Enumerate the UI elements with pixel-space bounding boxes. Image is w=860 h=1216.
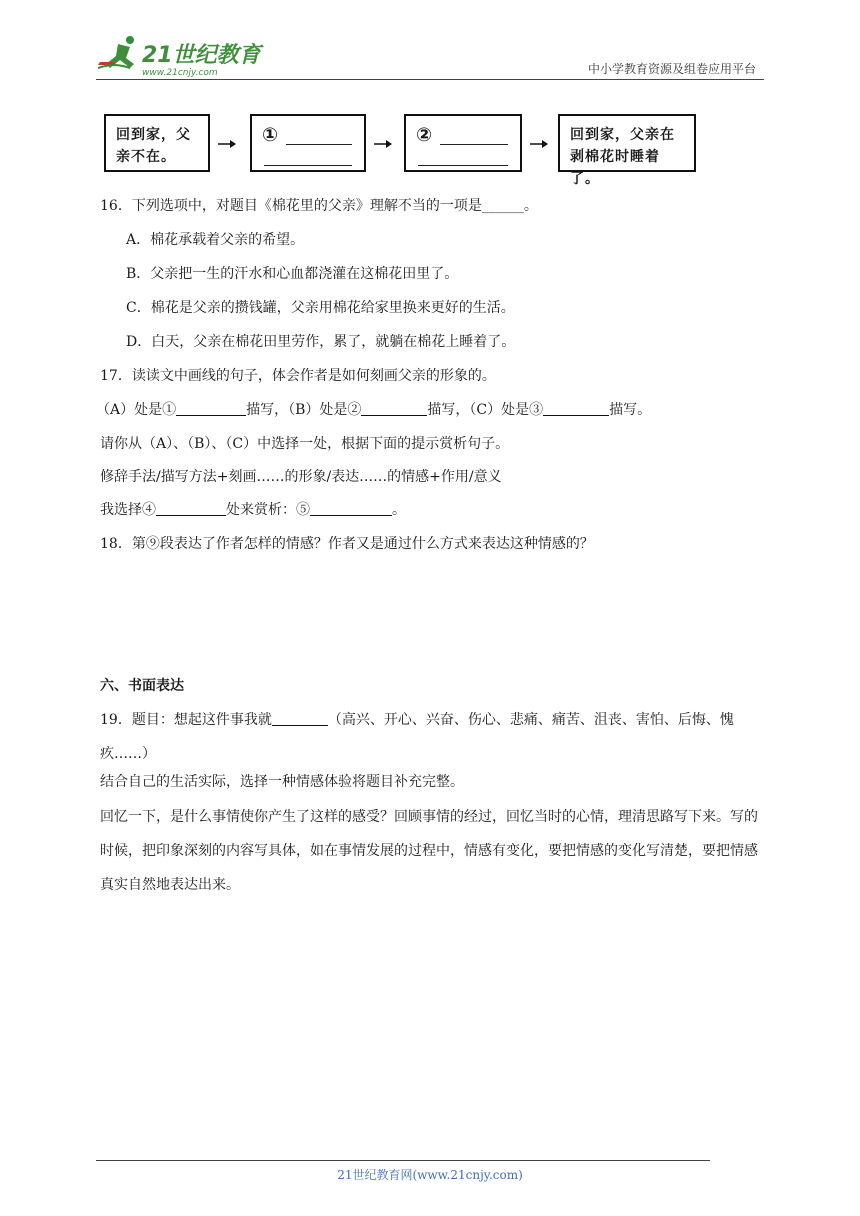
answer-blank-2[interactable] (361, 400, 427, 416)
q19-stem-a: 19．题目：想起这件事我就 (100, 712, 272, 728)
header-rule (96, 79, 764, 80)
q17-text-c: 描写，（C）处是③ (427, 402, 544, 418)
section-title: 六、书面表达 (100, 678, 184, 694)
q16-option-b[interactable]: B．父亲把一生的汗水和心血都浇灌在这棉花田里了。 (126, 266, 459, 282)
arrow-right-icon (218, 140, 236, 148)
q16-option-a[interactable]: A．棉花承载着父亲的希望。 (126, 232, 305, 248)
footer-link[interactable]: 21世纪教育网(www.21cnjy.com) (337, 1168, 523, 1182)
q18-stem: 18．第⑨段表达了作者怎样的情感？作者又是通过什么方式来表达这种情感的？ (100, 536, 594, 552)
flow-blank-line[interactable] (264, 165, 352, 166)
q17-text-d: 描写。 (609, 402, 652, 418)
q19-stem-b: （高兴、开心、兴奋、伤心、悲痛、痛苦、沮丧、害怕、后悔、愧疚……） (100, 712, 734, 762)
flow-box-1-number: ① (262, 124, 279, 146)
header-tagline: 中小学教育资源及组卷应用平台 (587, 62, 756, 76)
flow-box-2-number: ② (416, 124, 433, 146)
q17-choice-a: 我选择④ (100, 502, 156, 518)
answer-blank-5[interactable] (310, 500, 392, 516)
flow-box-blank-1 (250, 114, 366, 172)
q17-choice-b: 处来赏析：⑤ (226, 502, 310, 518)
arrow-right-icon (530, 140, 548, 148)
flow-blank-line[interactable] (440, 144, 508, 145)
flow-box-start (104, 114, 210, 172)
q17-choice-line (100, 500, 406, 520)
flow-diagram (0, 110, 860, 187)
footer-rule (96, 1160, 710, 1161)
q17-choice-c: 。 (392, 502, 406, 518)
q17-blanks-line (96, 400, 651, 420)
q17-instruction: 请你从（A）、（B）、（C）中选择一处，根据下面的提示赏析句子。 (100, 436, 510, 452)
q16-option-c[interactable]: C．棉花是父亲的攒钱罐，父亲用棉花给家里换来更好的生活。 (126, 300, 515, 316)
q17-hint: 修辞手法/描写方法+刻画……的形象/表达……的情感+作用/意义 (100, 469, 502, 485)
answer-blank-4[interactable] (156, 500, 226, 516)
q16-stem: 16．下列选项中，对题目《棉花里的父亲》理解不当的一项是______。 (100, 198, 538, 214)
flow-blank-line[interactable] (286, 144, 352, 145)
runner-logo-icon (98, 36, 134, 68)
flow-box-blank-2 (404, 114, 522, 172)
flow-box-end (558, 114, 696, 187)
answer-blank-title[interactable] (272, 710, 328, 726)
arrow-right-icon (374, 140, 392, 148)
q19-instruction: 结合自己的生活实际，选择一种情感体验将题目补充完整。 (100, 774, 464, 790)
q17-text-a: （A）处是① (96, 402, 177, 418)
q17-stem: 17．读读文中画线的句子，体会作者是如何刻画父亲的形象的。 (100, 368, 496, 384)
q16-option-d[interactable]: D．白天，父亲在棉花田里劳作，累了，就躺在棉花上睡着了。 (126, 334, 516, 350)
q19-stem (100, 703, 766, 771)
flow-box-end-text: 回到家，父亲在剥棉花时睡着了。 (570, 127, 675, 187)
flow-blank-line[interactable] (418, 165, 508, 166)
answer-blank-3[interactable] (543, 400, 609, 416)
site-logo (96, 34, 266, 80)
q19-guidance: 回忆一下，是什么事情使你产生了这样的感受？回顾事情的经过，回忆当时的心情，理清思路写下来。写的时候，把印象深刻的内容写具体，如在事情发展的过程中，情感有变化，要把情感的变化写清楚，要把情感真实自然地表达出来。 (100, 809, 758, 893)
answer-blank-1[interactable] (176, 400, 246, 416)
flow-box-start-text: 回到家，父亲不在。 (116, 127, 191, 165)
logo-text: 21世纪教育 (142, 43, 261, 68)
logo-url-text: www.21cnjy.com (142, 68, 218, 78)
q17-text-b: 描写，（B）处是② (246, 402, 362, 418)
